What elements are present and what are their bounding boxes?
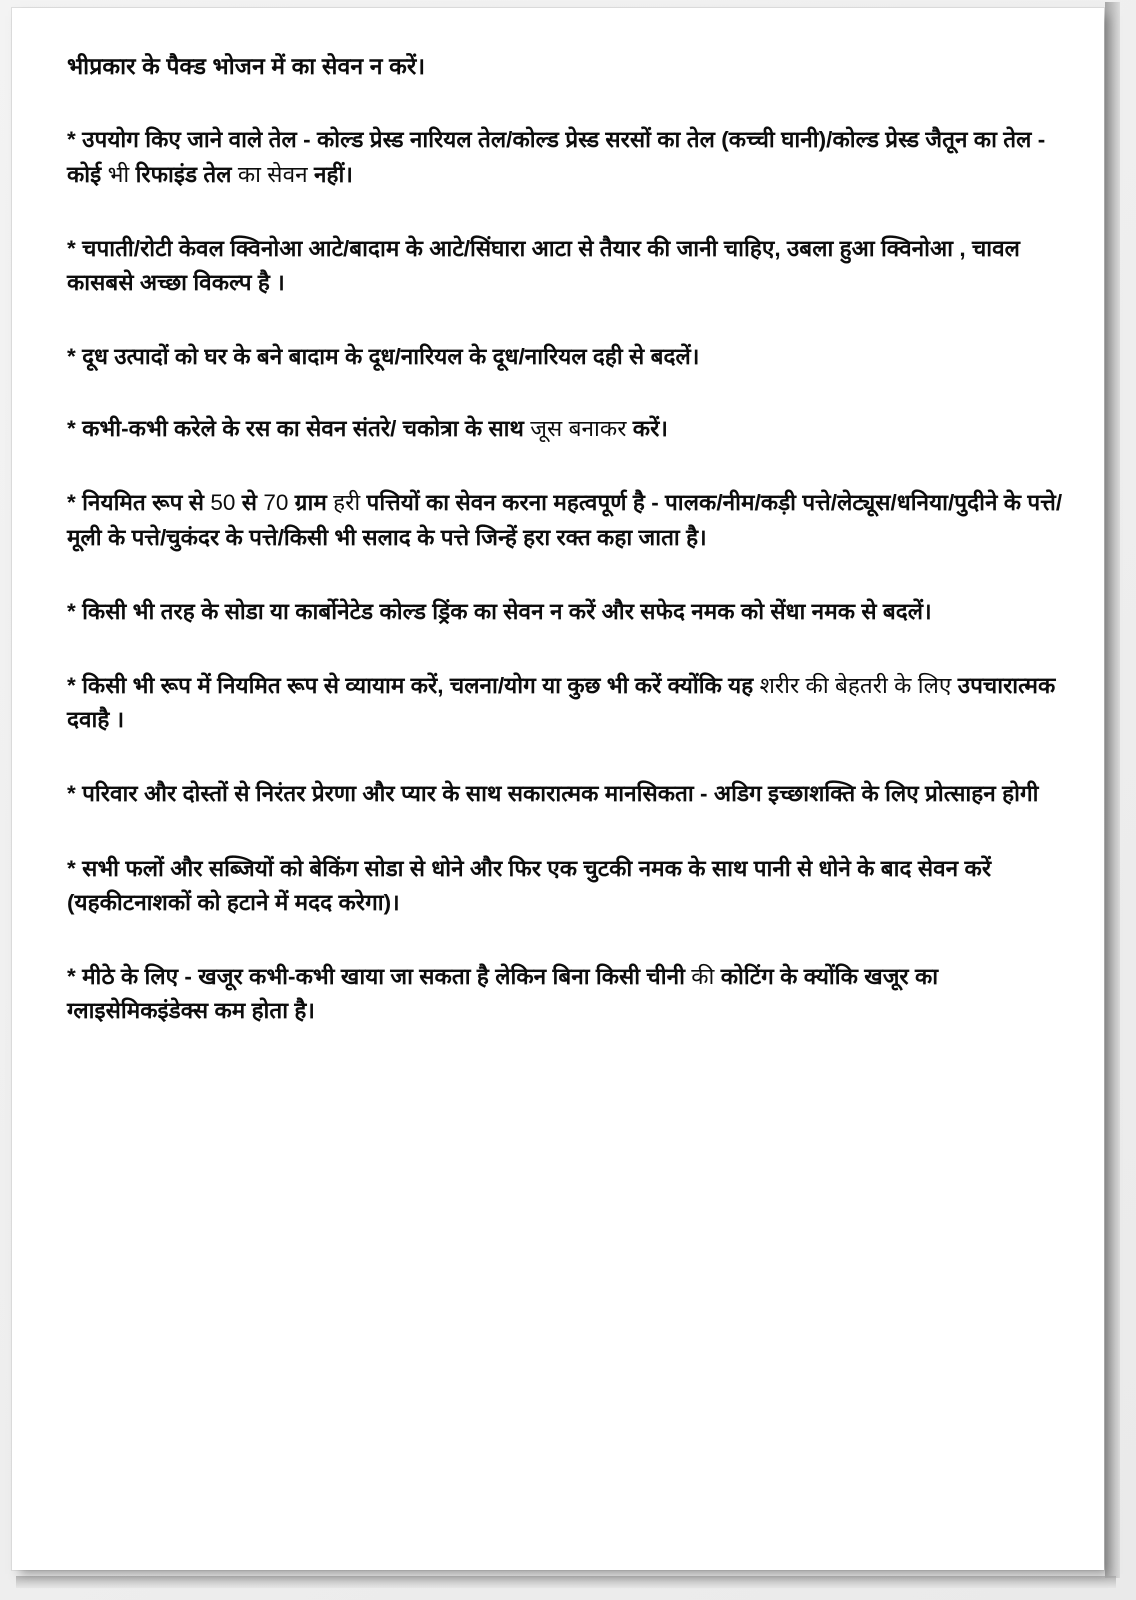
text-run: * किसी भी रूप में नियमित रूप से व्यायाम करें, चलना/योग या कुछ भी करें क्योंकि यह xyxy=(67,673,760,699)
paragraph-text xyxy=(67,232,1072,300)
text-run: * मीठे के लिए - खजूर कभी-कभी खाया जा सकता है लेकिन बिना किसी चीनी xyxy=(67,963,692,989)
text-run: 50 xyxy=(210,490,242,516)
paragraph-oils xyxy=(67,123,1072,191)
paragraph-family xyxy=(67,777,1072,811)
paragraph-greens xyxy=(67,486,1072,554)
text-run: करें। xyxy=(632,416,668,442)
text-run: * कभी-कभी करेले के रस का सेवन संतरे/ चकोत्रा के साथ xyxy=(67,416,531,442)
paragraph-soda xyxy=(67,595,1072,629)
text-run: ग्राम xyxy=(294,490,334,516)
paragraph-chapati xyxy=(67,232,1072,300)
text-run: हरी xyxy=(333,490,367,516)
text-run: रिफाइंड तेल xyxy=(135,161,238,187)
document-body xyxy=(67,50,1072,1028)
text-run: * किसी भी तरह के सोडा या कार्बोनेटेड कोल्ड ड्रिंक का सेवन न करें और सफेद नमक को सेंधा नमक से बदलें। xyxy=(67,598,932,624)
text-run: शरीर की बेहतरी के लिए xyxy=(759,673,958,699)
paragraph-text xyxy=(67,960,1072,1028)
paragraph-text xyxy=(67,412,1072,446)
paragraph-text xyxy=(67,340,1072,374)
text-run: * दूध उत्पादों को घर के बने बादाम के दूध/नारियल के दूध/नारियल दही से बदलें। xyxy=(67,344,700,370)
text-run: से xyxy=(241,490,264,516)
text-run: * उपयोग किए जाने वाले तेल - कोल्ड प्रेस्ड नारियल तेल/कोल्ड प्रेस्ड सरसों का तेल (कच्ची घानी)/कोल्ड प्रेस्ड जैतून का तेल - कोई xyxy=(67,127,1046,187)
paragraph-text xyxy=(67,852,1072,920)
document-page xyxy=(12,8,1104,1570)
document-heading: भीप्रकार के पैक्ड भोजन में का सेवन न करें। xyxy=(67,53,426,79)
text-run: * परिवार और दोस्तों से निरंतर प्रेरणा और प्यार के साथ सकारात्मक मानसिकता - अडिग इच्छाशक्ति के लिए प्रोत्साहन होगी xyxy=(67,781,1039,807)
text-run: की xyxy=(691,963,721,989)
paragraph-milk xyxy=(67,340,1072,374)
text-run: * नियमित रूप से xyxy=(67,490,211,516)
paragraph-text xyxy=(67,123,1072,191)
paragraph-text xyxy=(67,669,1072,737)
text-run: 70 xyxy=(263,490,295,516)
paragraph-exercise xyxy=(67,669,1072,737)
text-run: * सभी फलों और सब्जियों को बेकिंग सोडा से धोने और फिर एक चुटकी नमक के साथ पानी से धोने के बाद सेवन करें (यहकीटनाशकों को हटाने में मदद करेगा)। xyxy=(67,855,992,915)
text-run: कोटिंग के क्योंकि खजूर का ग्लाइसेमिकइंडेक्स कम होता है। xyxy=(67,963,939,1024)
text-run: * चपाती/रोटी केवल क्विनोआ आटे/बादाम के आटे/सिंघारा आटा से तैयार की जानी चाहिए, उबला हुआ क्विनोआ , चावल कासबसे अच्छा विकल्प है । xyxy=(67,235,1020,295)
paragraph-sweet xyxy=(67,960,1072,1028)
text-run: उपचारात्मक दवाहै । xyxy=(67,673,1056,733)
text-run: जूस बनाकर xyxy=(530,416,633,442)
text-run: का सेवन xyxy=(237,161,314,187)
paragraph-washing xyxy=(67,852,1072,920)
text-run: नहीं। xyxy=(313,161,353,187)
text-run: भी xyxy=(107,161,136,187)
page-shadow-right xyxy=(1105,2,1120,1578)
paragraph-text xyxy=(67,777,1072,811)
paragraph-text xyxy=(67,595,1072,629)
paragraph-karela xyxy=(67,412,1072,446)
text-run: पत्तियों का सेवन करना महत्वपूर्ण है - पालक/नीम/कड़ी पत्ते/लेट्यूस/धनिया/पुदीने के पत्ते/मूली के पत्ते/चुकंदर के पत्ते/किसी भी सलाद के पत्ते जिन्हें हरा रक्त कहा जाता है। xyxy=(67,490,1063,550)
paragraph-text xyxy=(67,486,1072,554)
page-shadow-bottom xyxy=(16,1576,1116,1588)
